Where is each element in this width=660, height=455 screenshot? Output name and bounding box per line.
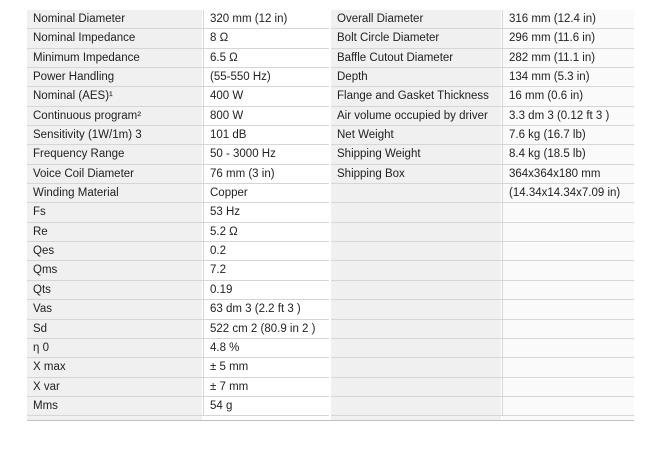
spec-value: 400 W	[203, 87, 336, 105]
right-spec-row	[331, 397, 634, 416]
left-spec-row	[27, 145, 329, 164]
spec-value: 134 mm (5.3 in)	[502, 68, 635, 86]
spec-value: 76 mm (3 in)	[203, 165, 336, 183]
left-spec-row	[27, 87, 329, 106]
spec-label: Qts	[33, 283, 51, 296]
left-spec-row	[27, 320, 329, 339]
spec-value: 316 mm (12.4 in)	[502, 10, 635, 28]
spec-label: Fs	[33, 206, 46, 219]
spec-value: 320 mm (12 in)	[203, 10, 336, 28]
spec-value: 296 mm (11.6 in)	[502, 29, 635, 47]
spec-label: Net Weight	[337, 129, 394, 142]
left-spec-row	[27, 29, 329, 48]
spec-value: 6.5 Ω	[203, 49, 336, 67]
spec-value: ± 5 mm	[203, 358, 336, 376]
left-spec-row	[27, 126, 329, 145]
spec-label: Nominal Diameter	[33, 13, 126, 25]
spec-value: 0.2	[203, 242, 336, 260]
left-spec-row	[27, 358, 329, 377]
spec-label: X var	[33, 380, 60, 393]
right-spec-row	[331, 126, 634, 145]
right-spec-row	[331, 242, 634, 261]
spec-label: Nominal Impedance	[33, 32, 136, 45]
spec-label	[331, 223, 501, 241]
spec-label: Qms	[33, 264, 58, 277]
left-spec-row	[27, 339, 329, 358]
spec-value	[502, 300, 635, 318]
spec-value	[502, 378, 635, 396]
spec-label	[331, 281, 501, 299]
right-spec-row	[331, 300, 634, 319]
right-spec-row	[331, 10, 634, 29]
left-spec-row	[27, 68, 329, 87]
spec-label	[331, 300, 501, 318]
left-spec-row	[27, 397, 329, 416]
spec-label: Shipping Box	[337, 167, 405, 180]
spec-label: Overall Diameter	[337, 13, 424, 25]
spec-value	[502, 281, 635, 299]
spec-value	[502, 339, 635, 357]
spec-label: Depth	[337, 71, 368, 84]
left-spec-row	[27, 300, 329, 319]
left-spec-row	[27, 223, 329, 242]
spec-value: (55-550 Hz)	[203, 68, 336, 86]
right-spec-row	[331, 49, 634, 68]
spec-label: Minimum Impedance	[33, 51, 140, 64]
spec-label: Shipping Weight	[337, 148, 421, 161]
spec-label: Flange and Gasket Thickness	[337, 90, 489, 103]
spec-label	[331, 378, 501, 396]
spec-value: 53 Hz	[203, 203, 336, 221]
spec-label: Vas	[33, 303, 52, 316]
spec-value: 54 g	[203, 397, 336, 415]
spec-value: 282 mm (11.1 in)	[502, 49, 635, 67]
left-spec-row	[27, 10, 329, 29]
left-spec-row	[27, 107, 329, 126]
spec-table	[27, 10, 634, 421]
right-spec-row	[331, 339, 634, 358]
left-spec-row	[27, 165, 329, 184]
left-spec-row	[27, 261, 329, 280]
spec-value	[502, 203, 635, 221]
spec-label: Sensitivity (1W/1m) 3	[33, 129, 142, 142]
right-spec-row	[331, 223, 634, 242]
right-spec-row	[331, 358, 634, 377]
spec-value: 0.19	[203, 281, 336, 299]
spec-label: Qes	[33, 245, 55, 258]
right-spec-row	[331, 107, 634, 126]
spec-value: 8 Ω	[203, 29, 336, 47]
spec-label: Re	[33, 225, 48, 238]
right-spec-row	[331, 165, 634, 184]
right-spec-row	[331, 281, 634, 300]
spec-value: Copper	[203, 184, 336, 202]
spec-label: Winding Material	[33, 187, 119, 200]
spec-label: Continuous program²	[33, 109, 142, 122]
spec-label: Voice Coil Diameter	[33, 167, 134, 180]
spec-value	[502, 242, 635, 260]
spec-label: Air volume occupied by driver	[337, 109, 488, 122]
spec-label	[331, 203, 501, 221]
spec-label: X max	[33, 361, 66, 374]
spec-label: Mms	[33, 399, 58, 412]
left-spec-row	[27, 203, 329, 222]
spec-value	[502, 397, 635, 415]
spec-label	[331, 261, 501, 279]
spec-label: Bolt Circle Diameter	[337, 32, 440, 45]
spec-value: 522 cm 2 (80.9 in 2 )	[203, 320, 336, 338]
spec-label	[331, 358, 501, 376]
spec-value: 63 dm 3 (2.2 ft 3 )	[203, 300, 336, 318]
spec-value	[502, 223, 635, 241]
spec-label: Nominal (AES)¹	[33, 90, 113, 103]
spec-value: 8.4 kg (18.5 lb)	[502, 145, 635, 163]
spec-label	[331, 320, 501, 338]
left-spec-row	[27, 281, 329, 300]
right-spec-row	[331, 261, 634, 280]
spec-value: ± 7 mm	[203, 378, 336, 396]
right-spec-row	[331, 68, 634, 87]
left-spec-row	[27, 378, 329, 397]
right-spec-column	[331, 10, 634, 416]
spec-label: Power Handling	[33, 71, 115, 84]
left-spec-row	[27, 242, 329, 261]
spec-label: η 0	[33, 341, 49, 354]
spec-value	[502, 358, 635, 376]
right-spec-row	[331, 378, 634, 397]
spec-value: 7.2	[203, 261, 336, 279]
right-spec-row	[331, 320, 634, 339]
spec-label: Frequency Range	[33, 148, 125, 161]
spec-label: Baffle Cutout Diameter	[337, 51, 454, 64]
spec-value: 364x364x180 mm	[502, 165, 635, 183]
right-spec-row	[331, 203, 634, 222]
spec-value: 3.3 dm 3 (0.12 ft 3 )	[502, 107, 635, 125]
spec-label	[331, 242, 501, 260]
spec-value: 16 mm (0.6 in)	[502, 87, 635, 105]
spec-value: 800 W	[203, 107, 336, 125]
spec-value: 7.6 kg (16.7 lb)	[502, 126, 635, 144]
spec-value	[502, 261, 635, 279]
left-spec-column	[27, 10, 329, 416]
spec-value	[502, 320, 635, 338]
left-spec-row	[27, 184, 329, 203]
spec-value: (14.34x14.34x7.09 in)	[502, 184, 635, 202]
spec-value: 4.8 %	[203, 339, 336, 357]
spec-value: 50 - 3000 Hz	[203, 145, 336, 163]
spec-label	[331, 339, 501, 357]
spec-value: 5.2 Ω	[203, 223, 336, 241]
right-spec-row	[331, 87, 634, 106]
spec-label: Sd	[33, 322, 48, 335]
right-spec-row	[331, 29, 634, 48]
spec-label	[331, 397, 501, 415]
spec-label	[331, 184, 501, 202]
left-spec-row	[27, 49, 329, 68]
right-spec-row	[331, 184, 634, 203]
spec-value: 101 dB	[203, 126, 336, 144]
right-spec-row	[331, 145, 634, 164]
